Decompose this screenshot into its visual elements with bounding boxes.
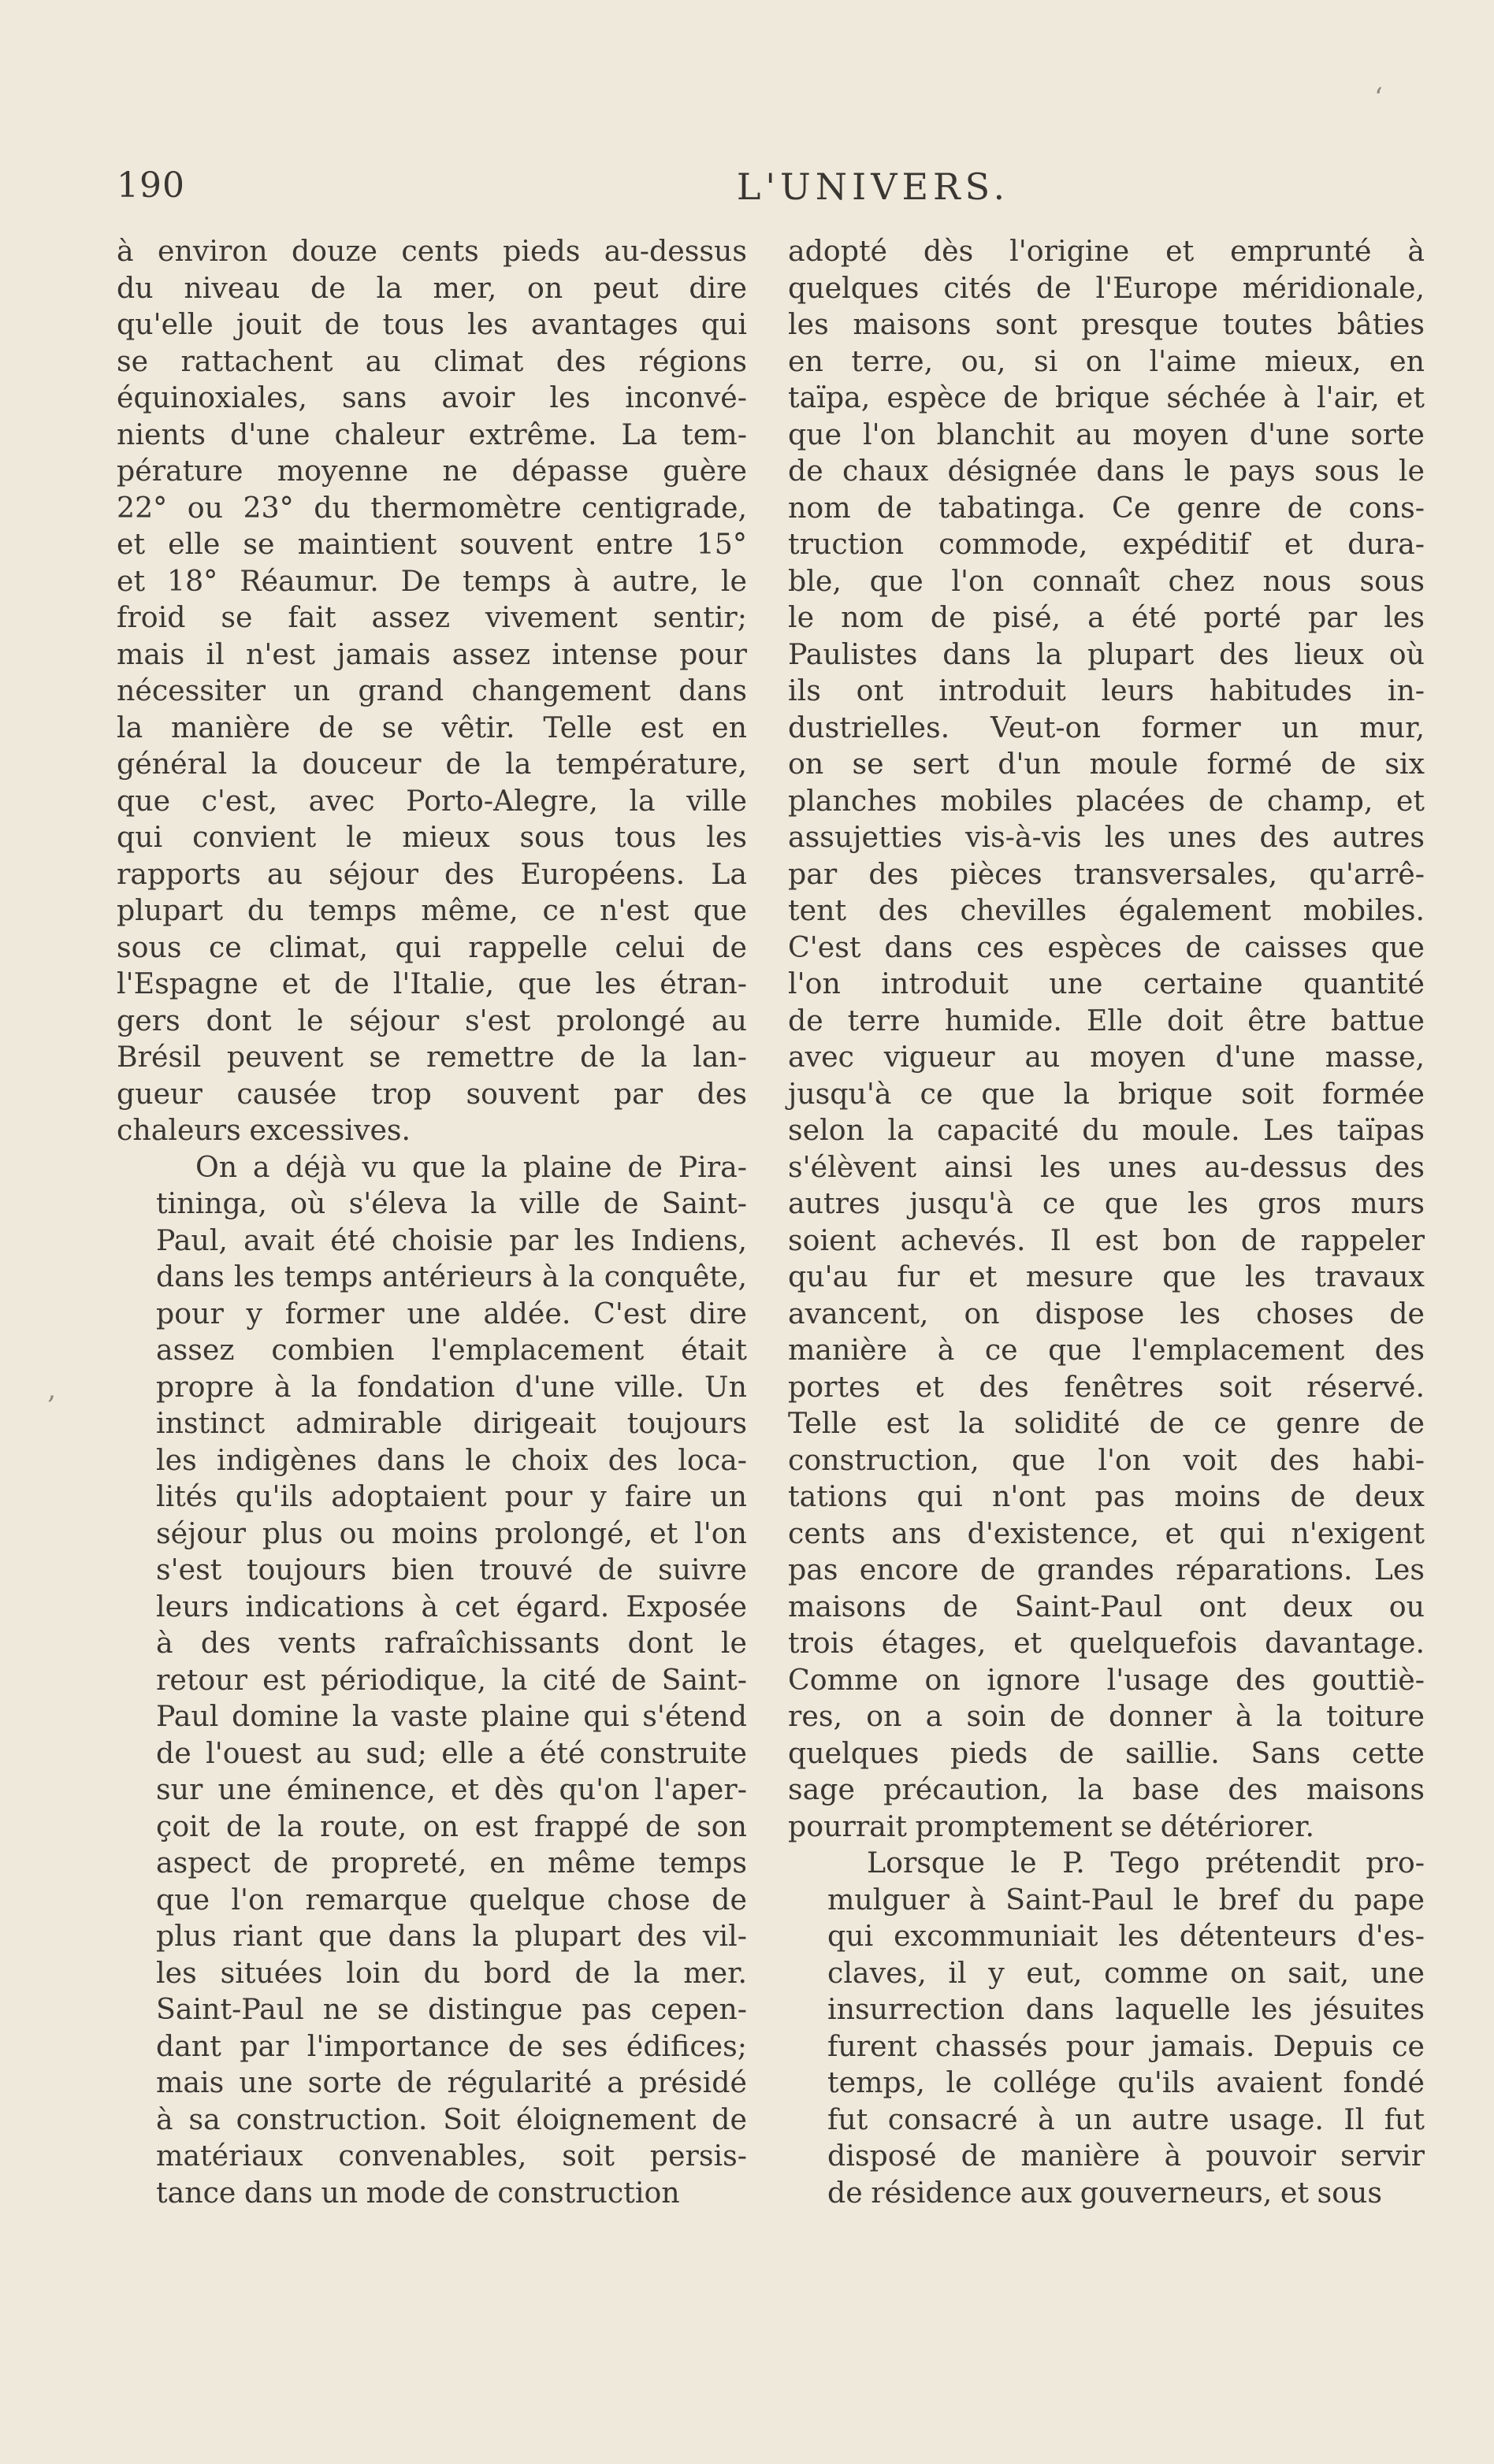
text-line: s'est toujours bien trouvé de suivre bbox=[156, 1553, 747, 1586]
text-line: que c'est, avec Porto-Alegre, la ville bbox=[117, 783, 747, 818]
text-line: quelques pieds de saillie. Sans cette bbox=[788, 1735, 1425, 1770]
text-line: cents ans d'existence, et qui n'exigent bbox=[788, 1516, 1425, 1550]
text-line: retour est périodique, la cité de Saint- bbox=[156, 1662, 747, 1697]
text-line: et 18° Réaumur. De temps à autre, le bbox=[117, 563, 747, 598]
text-line: manière à ce que l'emplacement des bbox=[788, 1333, 1425, 1367]
text-line: C'est dans ces espèces de caisses que bbox=[788, 930, 1425, 964]
text-line: gueur causée trop souvent par des bbox=[117, 1076, 747, 1111]
text-line: l'on introduit une certaine quantité bbox=[788, 967, 1425, 1000]
text-line: maisons de Saint-Paul ont deux ou bbox=[788, 1589, 1425, 1623]
text-line: assez combien l'emplacement était bbox=[156, 1333, 747, 1367]
text-line: taïpa, espèce de brique séchée à l'air, et bbox=[788, 380, 1425, 414]
text-line: du niveau de la mer, on peut dire bbox=[117, 270, 747, 305]
page-number: 190 bbox=[117, 165, 185, 206]
text-line: mulguer à Saint-Paul le bref du pape bbox=[827, 1882, 1425, 1917]
text-line: Comme on ignore l'usage des gouttiè- bbox=[788, 1662, 1425, 1697]
text-line: avancent, on dispose les choses de bbox=[788, 1296, 1425, 1330]
text-line: construction, que l'on voit des habi- bbox=[788, 1442, 1425, 1477]
text-line: de l'ouest au sud; elle a été construite bbox=[156, 1735, 747, 1770]
running-title: L'UNIVERS. bbox=[736, 165, 1010, 208]
text-line: le nom de pisé, a été porté par les bbox=[788, 600, 1425, 634]
paragraph bbox=[117, 233, 747, 1149]
text-line: chaleurs excessives. bbox=[117, 1113, 411, 1147]
text-line: Brésil peuvent se remettre de la lan- bbox=[117, 1040, 747, 1074]
text-line: ils ont introduit leurs habitudes in- bbox=[788, 674, 1425, 707]
text-line: res, on a soin de donner à la toiture bbox=[788, 1699, 1425, 1733]
text-line: de chaux désignée dans le pays sous le bbox=[788, 454, 1425, 488]
text-line: Saint-Paul ne se distingue pas cepen- bbox=[156, 1992, 747, 2026]
text-line: furent chassés pour jamais. Depuis ce bbox=[827, 2028, 1425, 2063]
text-line: trois étages, et quelquefois davantage. bbox=[788, 1626, 1425, 1660]
text-line: dustrielles. Veut-on former un mur, bbox=[788, 710, 1425, 744]
text-line: pas encore de grandes réparations. Les bbox=[788, 1553, 1425, 1586]
text-line: truction commode, expéditif et dura- bbox=[788, 527, 1425, 561]
text-line: nécessiter un grand changement dans bbox=[117, 674, 747, 707]
text-line: à des vents rafraîchissants dont le bbox=[156, 1626, 747, 1660]
text-line: pérature moyenne ne dépasse guère bbox=[117, 454, 747, 488]
text-line: quelques cités de l'Europe méridionale, bbox=[788, 270, 1425, 305]
text-line: Lorsque le P. Tego prétendit pro- bbox=[867, 1846, 1425, 1880]
text-line: adopté dès l'origine et emprunté à bbox=[788, 234, 1425, 268]
paragraph bbox=[788, 233, 1425, 1845]
text-line: la manière de se vêtir. Telle est en bbox=[117, 710, 747, 744]
text-line: portes et des fenêtres soit réservé. bbox=[788, 1369, 1425, 1404]
text-line: autres jusqu'à ce que les gros murs bbox=[788, 1186, 1425, 1220]
text-line: disposé de manière à pouvoir servir bbox=[827, 2139, 1425, 2173]
text-line: les indigènes dans le choix des loca- bbox=[156, 1442, 747, 1477]
text-line: planches mobiles placées de champ, et bbox=[788, 783, 1425, 818]
text-line: tent des chevilles également mobiles. bbox=[788, 893, 1425, 927]
text-line: tations qui n'ont pas moins de deux bbox=[788, 1479, 1425, 1513]
text-line: mais une sorte de régularité a présidé bbox=[156, 2065, 747, 2099]
text-line: séjour plus ou moins prolongé, et l'on bbox=[156, 1516, 747, 1550]
text-line: propre à la fondation d'une ville. Un bbox=[156, 1369, 747, 1404]
text-line: selon la capacité du moule. Les taïpas bbox=[788, 1113, 1425, 1147]
text-line: se rattachent au climat des régions bbox=[117, 343, 747, 378]
paragraph bbox=[117, 1149, 747, 2212]
text-line: que l'on remarque quelque chose de bbox=[156, 1882, 747, 1917]
text-line: on se sert d'un moule formé de six bbox=[788, 747, 1425, 781]
text-line: dans les temps antérieurs à la conquête, bbox=[156, 1260, 747, 1293]
stray-ink-mark-margin: ‚ bbox=[47, 1374, 56, 1405]
text-line: nients d'une chaleur extrême. La tem- bbox=[117, 417, 747, 451]
text-line: instinct admirable dirigeait toujours bbox=[156, 1406, 747, 1440]
left-text-column bbox=[117, 233, 747, 2211]
page-header bbox=[117, 165, 1431, 213]
text-line: s'élèvent ainsi les unes au-dessus des bbox=[788, 1149, 1425, 1184]
text-line: 22° ou 23° du thermomètre centigrade, bbox=[117, 490, 747, 525]
text-line: plus riant que dans la plupart des vil- bbox=[156, 1919, 747, 1953]
text-line: lités qu'ils adoptaient pour y faire un bbox=[156, 1479, 747, 1513]
text-line: les maisons sont presque toutes bâties bbox=[788, 307, 1425, 341]
text-line: leurs indications à cet égard. Exposée bbox=[156, 1589, 747, 1623]
text-line: matériaux convenables, soit persis- bbox=[156, 2139, 747, 2173]
text-line: mais il n'est jamais assez intense pour bbox=[117, 636, 747, 671]
text-line: sur une éminence, et dès qu'on l'aper- bbox=[156, 1772, 747, 1806]
text-line: général la douceur de la température, bbox=[117, 747, 747, 781]
text-line: temps, le collége qu'ils avaient fondé bbox=[827, 2065, 1425, 2099]
text-line: équinoxiales, sans avoir les inconvé- bbox=[117, 380, 747, 414]
text-line: avec vigueur au moyen d'une masse, bbox=[788, 1040, 1425, 1074]
text-line: rapports au séjour des Européens. La bbox=[117, 856, 747, 891]
text-line: froid se fait assez vivement sentir; bbox=[117, 600, 747, 634]
text-line: jusqu'à ce que la brique soit formée bbox=[788, 1076, 1425, 1111]
text-line: dant par l'importance de ses édifices; bbox=[156, 2028, 747, 2063]
text-line: gers dont le séjour s'est prolongé au bbox=[117, 1003, 747, 1037]
text-line: Telle est la solidité de ce genre de bbox=[788, 1406, 1425, 1440]
text-line: pour y former une aldée. C'est dire bbox=[156, 1296, 747, 1330]
text-line: insurrection dans laquelle les jésuites bbox=[827, 1992, 1425, 2026]
text-line: claves, il y eut, comme on sait, une bbox=[827, 1955, 1425, 1990]
text-line: qui convient le mieux sous tous les bbox=[117, 820, 747, 854]
text-line: assujetties vis-à-vis les unes des autres bbox=[788, 820, 1425, 854]
text-line: aspect de propreté, en même temps bbox=[156, 1846, 747, 1880]
text-line: sage précaution, la base des maisons bbox=[788, 1772, 1425, 1806]
text-line: par des pièces transversales, qu'arrê- bbox=[788, 856, 1425, 891]
text-line: et elle se maintient souvent entre 15° bbox=[117, 527, 747, 561]
text-line: tininga, où s'éleva la ville de Saint- bbox=[156, 1186, 747, 1220]
text-line: à sa construction. Soit éloignement de bbox=[156, 2102, 747, 2136]
text-line: ble, que l'on connaît chez nous sous bbox=[788, 563, 1425, 598]
text-line: nom de tabatinga. Ce genre de cons- bbox=[788, 490, 1425, 525]
text-line: les situées loin du bord de la mer. bbox=[156, 1955, 747, 1990]
text-line: de résidence aux gouverneurs, et sous bbox=[827, 2175, 1382, 2210]
text-line: Paulistes dans la plupart des lieux où bbox=[788, 636, 1425, 671]
text-line: Paul, avait été choisie par les Indiens, bbox=[156, 1223, 747, 1257]
right-text-column bbox=[788, 233, 1425, 2211]
text-line: pourrait promptement se détériorer. bbox=[788, 1809, 1315, 1843]
text-line: tance dans un mode de construction bbox=[156, 2175, 680, 2210]
text-line: qui excommuniait les détenteurs d'es- bbox=[827, 1919, 1425, 1953]
text-line: de terre humide. Elle doit être battue bbox=[788, 1003, 1425, 1037]
text-line: fut consacré à un autre usage. Il fut bbox=[827, 2102, 1425, 2136]
text-line: qu'elle jouit de tous les avantages qui bbox=[117, 307, 747, 341]
text-line: qu'au fur et mesure que les travaux bbox=[788, 1260, 1425, 1293]
text-line: à environ douze cents pieds au-dessus bbox=[117, 234, 747, 268]
text-line: sous ce climat, qui rappelle celui de bbox=[117, 930, 747, 964]
text-line: soient achevés. Il est bon de rappeler bbox=[788, 1223, 1425, 1257]
text-line: l'Espagne et de l'Italie, que les étran- bbox=[117, 967, 747, 1000]
text-line: On a déjà vu que la plaine de Pira- bbox=[195, 1149, 747, 1184]
paragraph bbox=[788, 1845, 1425, 2211]
text-line: Paul domine la vaste plaine qui s'étend bbox=[156, 1699, 747, 1733]
text-line: çoit de la route, on est frappé de son bbox=[156, 1809, 747, 1843]
text-line: que l'on blanchit au moyen d'une sorte bbox=[788, 417, 1425, 451]
stray-ink-mark-top: ‘ bbox=[1374, 82, 1383, 113]
text-line: plupart du temps même, ce n'est que bbox=[117, 893, 747, 927]
text-line: en terre, ou, si on l'aime mieux, en bbox=[788, 343, 1425, 378]
